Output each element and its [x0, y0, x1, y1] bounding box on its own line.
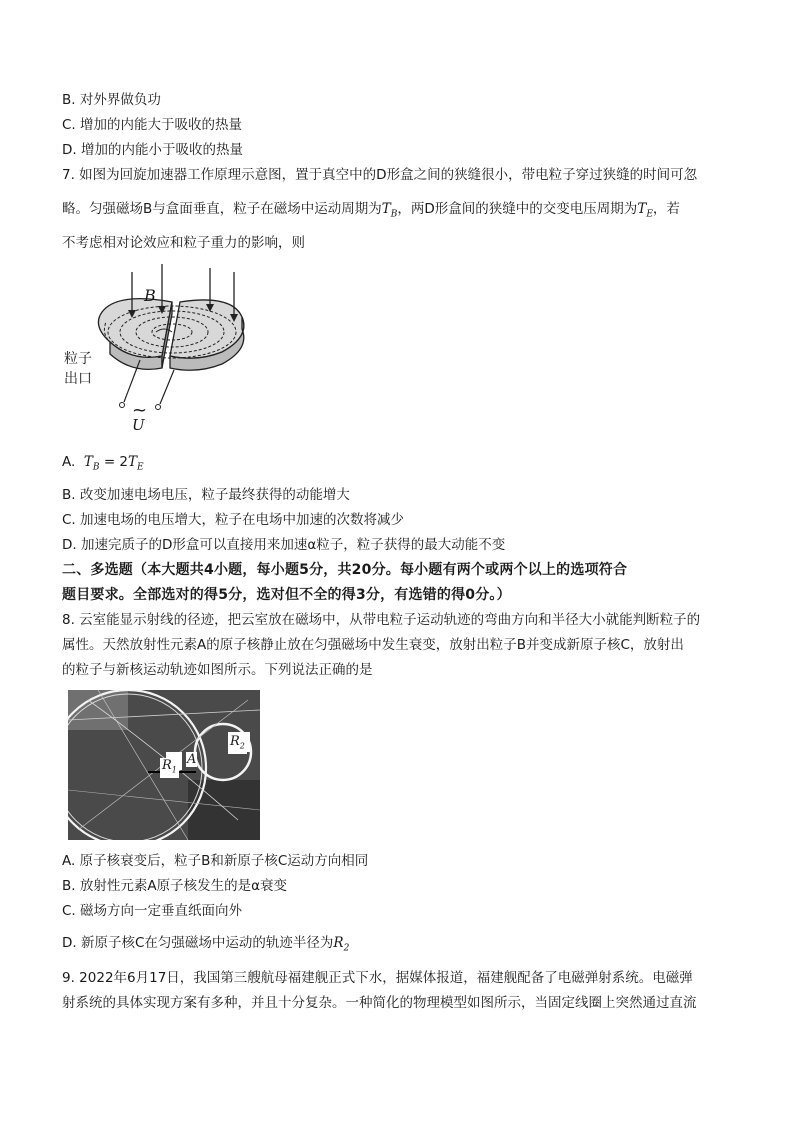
photo-label-r1-sub: 1: [171, 765, 177, 775]
photo-label-r2: [228, 734, 247, 754]
q7-symbol-te: T: [637, 201, 647, 217]
q7-option-c: C. 加速电场的电压增大，粒子在电场中加速的次数将减少: [62, 512, 405, 528]
q7-option-a-t: T: [83, 454, 93, 470]
q7-option-a-t2: T: [128, 454, 138, 470]
section-2-heading-line2: 题目要求。全部选对的得5分，选对但不全的得3分，有选错的得0分。）: [62, 587, 511, 603]
figure-label-exit-1: 粒子: [64, 351, 92, 367]
q7-symbol-tb: T: [381, 201, 391, 217]
q7-stem-line2-a: 略。匀强磁场B与盒面垂直，粒子在磁场中运动周期为: [62, 201, 382, 217]
q7-symbol-te-sub: E: [646, 209, 653, 220]
q9-stem-line2: 射系统的具体实现方案有多种，并且十分复杂。一种简化的物理模型如图所示，当固定线圈上突然通过直流: [62, 995, 697, 1011]
q7-stem-line2-c: ，若: [652, 201, 680, 217]
cyclotron-diagram: [62, 262, 272, 442]
q6-option-b: B. 对外界做负功: [62, 92, 161, 108]
q8-option-d-sub: 2: [343, 943, 350, 954]
q8-option-d: [62, 933, 349, 959]
q7-option-a-eq: = 2: [99, 454, 129, 470]
photo-label-r2-letter: R: [230, 734, 240, 749]
q6-option-d: D. 增加的内能小于吸收的热量: [62, 142, 243, 158]
q8-option-c: C. 磁场方向一定垂直纸面向外: [62, 903, 243, 919]
q7-option-a: [62, 452, 144, 478]
q7-stem-line2: [62, 199, 680, 225]
figure-label-tilde: ~: [132, 400, 148, 421]
q7-stem-line1: 7. 如图为回旋加速器工作原理示意图，置于真空中的D形盒之间的狭缝很小，带电粒子穿过狭缝的时间可忽: [62, 167, 698, 183]
q7-stem-line2-b: ，两D形盒间的狭缝中的交变电压周期为: [397, 201, 638, 217]
q8-stem-line1: 8. 云室能显示射线的径迹，把云室放在磁场中，从带电粒子运动轨迹的弯曲方向和半径大小就能判断粒子的: [62, 612, 701, 628]
cloud-chamber-photo: [68, 690, 260, 840]
figure-label-b: B: [144, 286, 156, 305]
q8-option-b: B. 放射性元素A原子核发生的是α衰变: [62, 878, 287, 894]
photo-label-r1-letter: R: [162, 758, 172, 773]
figure-label-exit-2: 出口: [64, 371, 92, 387]
q9-stem-line1: 9. 2022年6月17日，我国第三艘航母福建舰正式下水，据媒体报道，福建舰配备了电磁弹射系统。电磁弹: [62, 970, 693, 986]
q7-option-a-sub2: E: [137, 462, 144, 473]
q8-option-a: A. 原子核衰变后，粒子B和新原子核C运动方向相同: [62, 853, 369, 869]
figure-label-u: U: [132, 416, 145, 434]
q6-option-c: C. 增加的内能大于吸收的热量: [62, 117, 243, 133]
q8-option-d-r: R: [333, 935, 344, 951]
q8-option-d-text: D. 新原子核C在匀强磁场中运动的轨迹半径为: [62, 935, 334, 951]
q8-stem-line2: 属性。天然放射性元素A的原子核静止放在匀强磁场中发生衰变，放射出粒子B并变成新原子核C，放射出: [62, 637, 684, 653]
q7-option-d: D. 加速完质子的D形盒可以直接用来加速α粒子，粒子获得的最大动能不变: [62, 537, 506, 553]
q7-option-a-sub1: B: [92, 462, 100, 473]
cyclotron-figure: [62, 262, 272, 442]
q7-option-a-prefix: A.: [62, 454, 76, 470]
q7-stem-line3: 不考虑相对论效应和粒子重力的影响，则: [62, 235, 305, 251]
section-2-heading-line1: 二、多选题（本大题共4小题，每小题5分，共20分。每小题有两个或两个以上的选项符合: [62, 562, 628, 578]
q7-symbol-tb-sub: B: [390, 209, 398, 220]
photo-label-r2-sub: 2: [239, 741, 245, 751]
photo-label-r1: [160, 758, 179, 778]
photo-label-a: A: [187, 752, 197, 767]
q8-stem-line3: 的粒子与新核运动轨迹如图所示。下列说法正确的是: [62, 662, 373, 678]
q7-option-b: B. 改变加速电场电压，粒子最终获得的动能增大: [62, 487, 350, 503]
